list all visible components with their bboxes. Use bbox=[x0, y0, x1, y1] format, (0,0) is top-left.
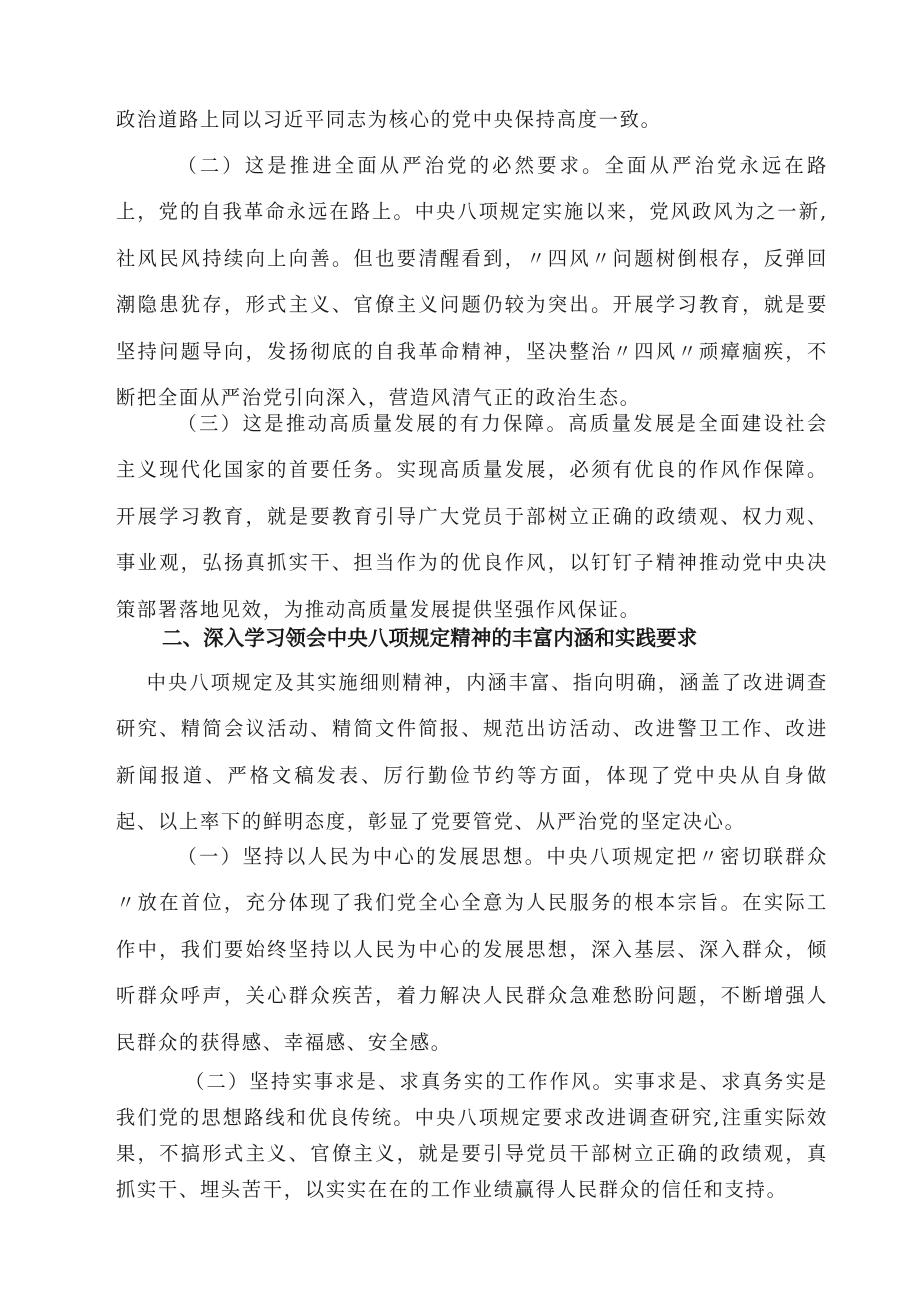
paragraph-item-seek-truth: （二）坚持实事求是、求真务实的工作作风。实事求是、求真务实是我们党的思想路线和优良传统。中央八项规定要求改进调查研究,注重实际效果，不搞形式主义、官僚主义，就是要引导党员干部树立正确的政绩观，真抓实干、埋头苦干，以实实在在的工作业绩赢得人民群众的信任和支持。 bbox=[116, 1070, 828, 1201]
paragraph-high-quality-development: （三）这是推动高质量发展的有力保障。高质量发展是全面建设社会主义现代化国家的首要任务。实现高质量发展，必须有优良的作风作保障。开展学习教育，就是要教育引导广大党员于部树立正确的政绩观、权力观、事业观，弘扬真抓实干、担当作为的优良作风，以钉钉子精神推动党中央决策部署落地见效，为推动高质量发展提供坚强作风保证。 bbox=[116, 412, 828, 621]
paragraph-section-intro: 中央八项规定及其实施细则精神，内涵丰富、指向明确，涵盖了改进调查研究、精简会议活动、精简文件简报、规范出访活动、改进警卫工作、改进新闻报道、严格文稿发表、厉行勤俭节约等方面，体现了党中央从自身做起、以上率下的鲜明态度，彰显了党要管党、从严治党的坚定决心。 bbox=[116, 671, 828, 834]
paragraph-item-people-centered: （一）坚持以人民为中心的发展思想。中央八项规定把〃密切联群众〃放在首位，充分体现了我们党全心全意为人民服务的根本宗旨。在实际工作中，我们要始终坚持以人民为中心的发展思想，深入基层、深入群众，倾听群众呼声，关心群众疾苦，着力解决人民群众急难愁盼问题，不断增强人民群众的获得感、幸福感、安全感。 bbox=[116, 845, 828, 1054]
section-heading-two: 二、深入学习领会中央八项规定精神的丰富内涵和实践要求 bbox=[162, 626, 698, 650]
paragraph-strict-party-governance: （二）这是推进全面从严治党的必然要求。全面从严治党永远在路上，党的自我革命永远在路上。中央八项规定实施以来，党风政风为之一新,社风民风持续向上向善。但也要清醒看到，〃四风〃问题树倒根存，反弹回潮隐患犹存，形式主义、官僚主义问题仍较为突出。开展学习教育，就是要坚持问题导向，发扬彻底的自我革命精神，坚决整治〃四风〃顽瘴痼疾，不断把全面从严治党引向深入，营造风清气正的政治生态。 bbox=[116, 154, 828, 410]
paragraph-continuation: 政治道路上同以习近平同志为核心的党中央保持高度一致。 bbox=[116, 108, 662, 131]
